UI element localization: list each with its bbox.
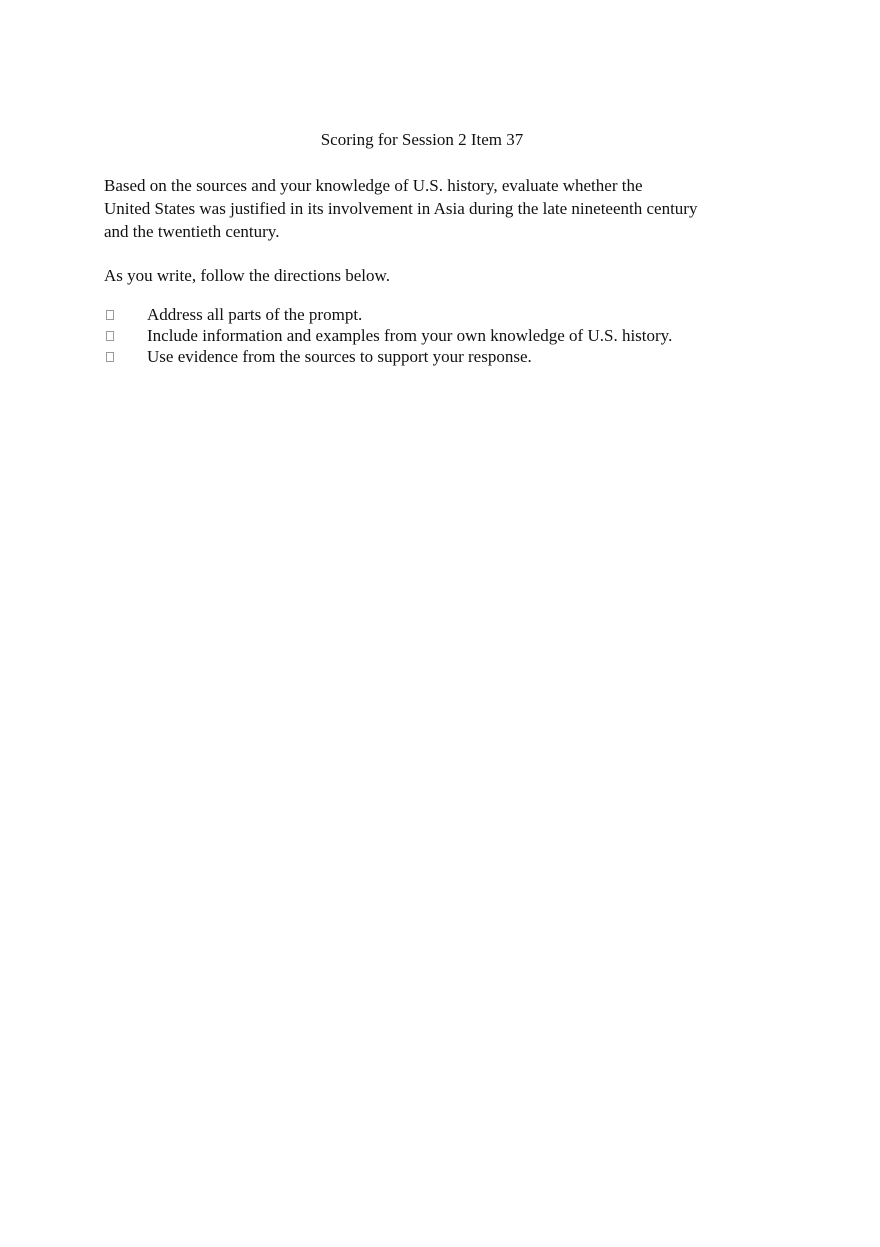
directions-item: [104, 325, 672, 346]
directions-item-text: Include information and examples from your own knowledge of U.S. history.: [147, 326, 673, 345]
directions-item-text: Address all parts of the prompt.: [147, 305, 363, 324]
directions-intro: As you write, follow the directions below.: [104, 266, 390, 285]
box-bullet-icon: [106, 331, 114, 341]
directions-item: [104, 304, 672, 325]
directions-list: [104, 304, 672, 367]
page-title: Scoring for Session 2 Item 37: [320, 130, 524, 149]
prompt-line: United States was justified in its involvement in Asia during the late nineteenth century: [104, 199, 698, 218]
box-bullet-icon: [106, 352, 114, 362]
prompt-line: and the twentieth century.: [104, 222, 280, 241]
box-bullet-icon: [106, 310, 114, 320]
prompt-paragraph: [104, 174, 744, 243]
prompt-line: Based on the sources and your knowledge of U.S. history, evaluate whether the: [104, 176, 643, 195]
directions-item-text: Use evidence from the sources to support your response.: [147, 347, 532, 366]
directions-item: [104, 346, 672, 367]
